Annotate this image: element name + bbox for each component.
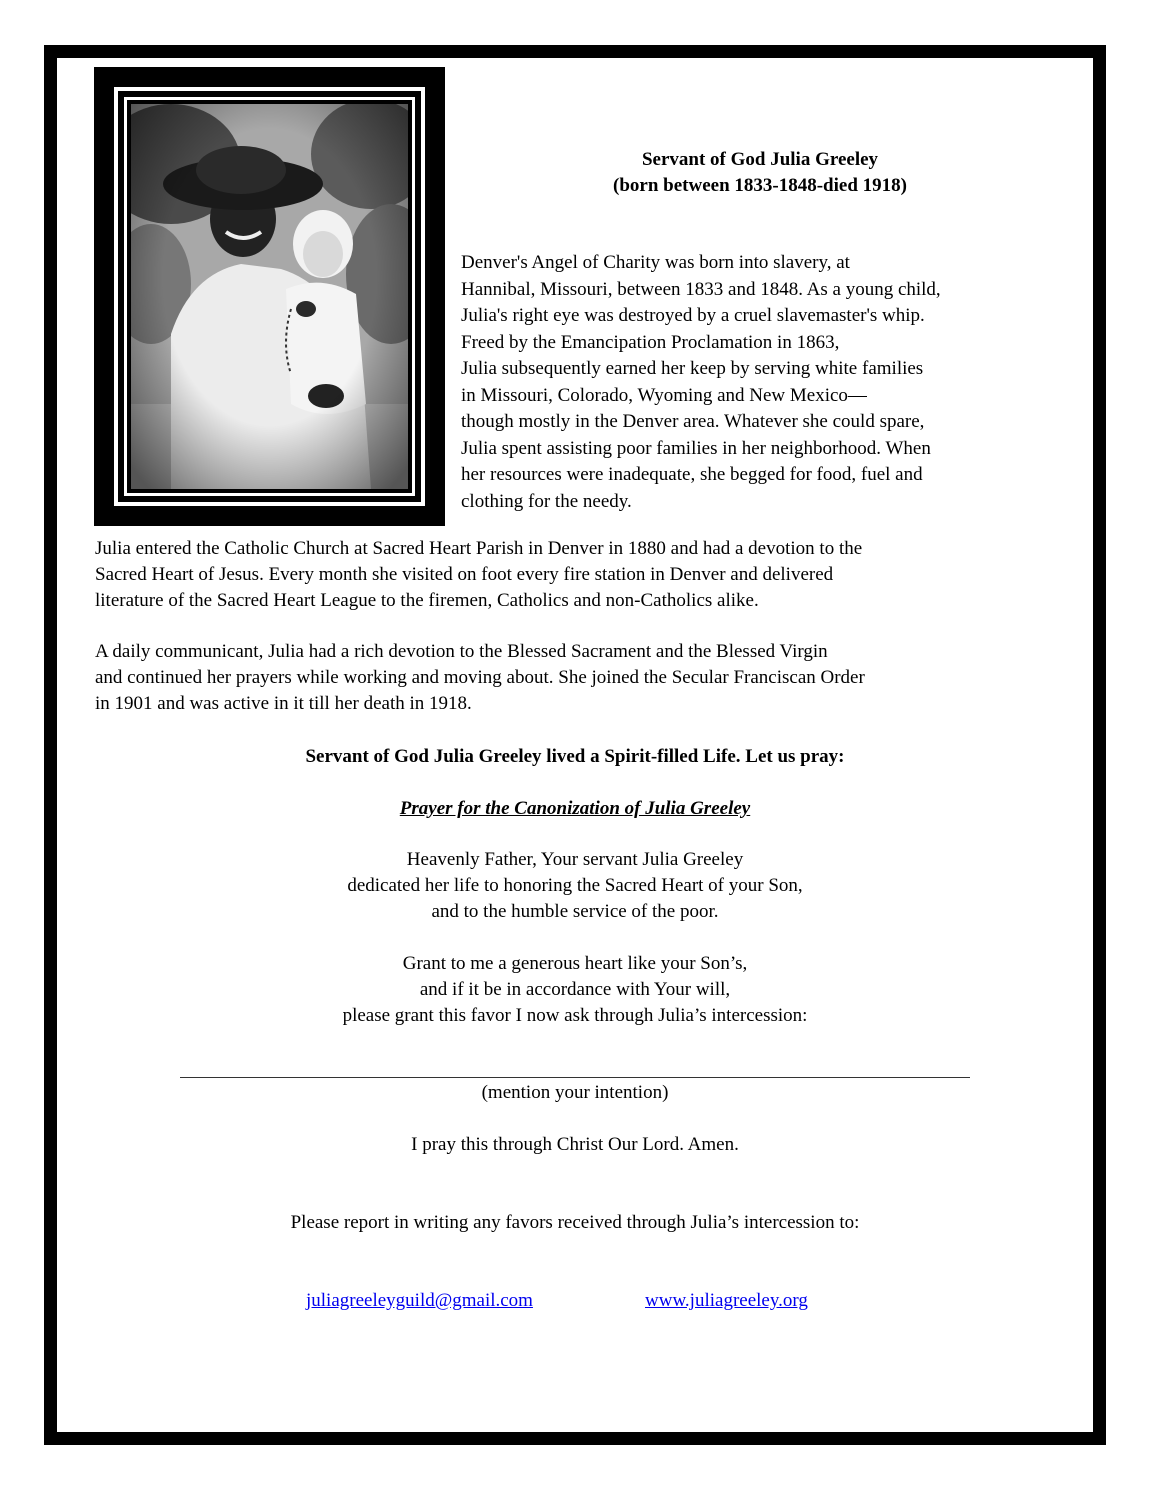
intro-line: Julia's right eye was destroyed by a cruel slavemaster's whip. [461, 305, 925, 326]
intention-blank-line [180, 1077, 970, 1078]
paragraph-line: in 1901 and was active in it till her death in 1918. [95, 693, 472, 714]
paragraph-line: literature of the Sacred Heart League to the firemen, Catholics and non-Catholics alike. [95, 590, 759, 611]
intro-line: clothing for the needy. [461, 490, 632, 512]
prayer-line: Heavenly Father, Your servant Julia Greeley [406, 849, 744, 870]
intro-line: Julia spent assisting poor families in her neighborhood. When [461, 437, 931, 459]
prayer-closing: I pray this through Christ Our Lord. Amen. [411, 1134, 739, 1155]
devotion-paragraph [95, 639, 1055, 717]
prayer-line: and to the humble service of the poor. [431, 901, 719, 922]
prayer-line: please grant this favor I now ask through Julia’s intercession: [342, 1005, 808, 1026]
intro-line: in Missouri, Colorado, Wyoming and New Mexico— [461, 384, 867, 406]
paragraph-line: and continued her prayers while working and moving about. She joined the Secular Franciscan Order [95, 667, 865, 688]
intro-line: Julia subsequently earned her keep by serving white families [461, 358, 924, 379]
email-link[interactable]: juliagreeleyguild@gmail.com [306, 1290, 533, 1311]
intro-line: her resources were inadequate, she begged for food, fuel and [461, 464, 923, 485]
paragraph-line: A daily communicant, Julia had a rich devotion to the Blessed Sacrament and the Blessed Virgin [95, 641, 828, 662]
title-name: Servant of God Julia Greeley [641, 149, 879, 170]
report-instruction: Please report in writing any favors received through Julia’s intercession to: [290, 1212, 860, 1233]
portrait-photo [131, 104, 408, 489]
intro-paragraph [461, 250, 1061, 515]
intro-line: though mostly in the Denver area. Whatever she could spare, [461, 411, 925, 432]
paragraph-line: Sacred Heart of Jesus. Every month she visited on foot every fire station in Denver and delivered [95, 564, 834, 585]
spirit-filled-line: Servant of God Julia Greeley lived a Spirit-filled Life. Let us pray: [305, 746, 845, 767]
intention-label: (mention your intention) [481, 1082, 669, 1103]
intro-line: Denver's Angel of Charity was born into slavery, at [461, 252, 850, 273]
portrait-illustration [131, 104, 408, 489]
church-paragraph [95, 536, 1055, 614]
photo-frame [94, 67, 445, 526]
prayer-line: and if it be in accordance with Your will, [419, 979, 731, 1000]
prayer-heading: Prayer for the Canonization of Julia Greeley [399, 798, 751, 819]
intro-line: Freed by the Emancipation Proclamation in 1863, [461, 331, 840, 353]
intro-line: Hannibal, Missouri, between 1833 and 1848. As a young child, [461, 278, 941, 300]
website-link[interactable]: www.juliagreeley.org [645, 1290, 808, 1311]
title-dates: (born between 1833-1848-died 1918) [613, 175, 907, 196]
prayer-line: dedicated her life to honoring the Sacred Heart of your Son, [347, 875, 803, 896]
paragraph-line: Julia entered the Catholic Church at Sacred Heart Parish in Denver in 1880 and had a devotion to the [95, 538, 863, 559]
prayer-heading-row [57, 796, 1093, 822]
prayer-line: Grant to me a generous heart like your Son’s, [402, 953, 748, 974]
